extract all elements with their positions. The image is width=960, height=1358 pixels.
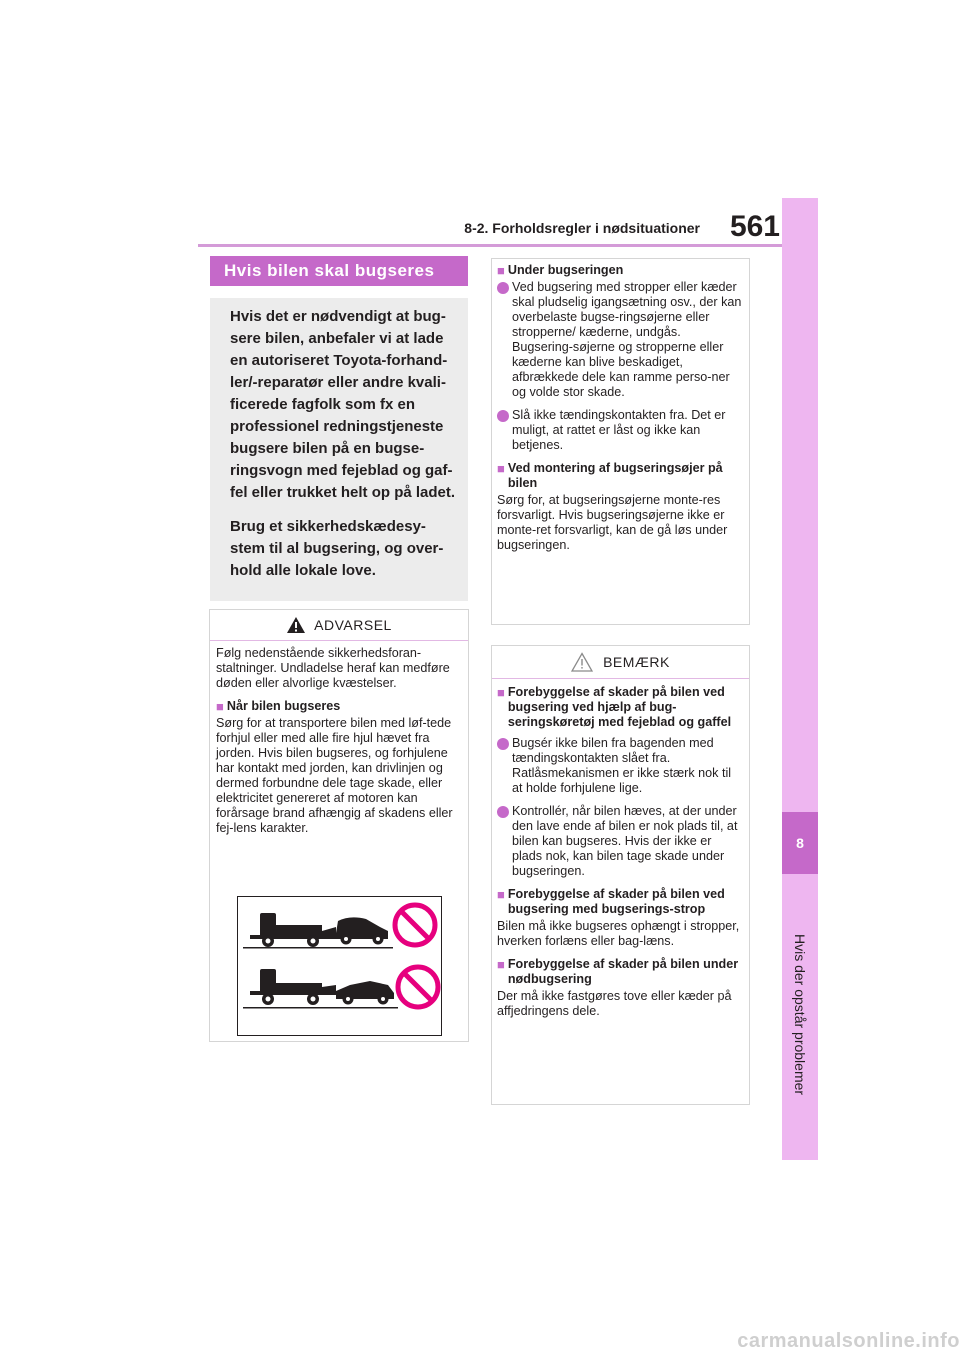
bullet-dot-icon — [497, 738, 509, 750]
section-text: Sørg for, at bugseringsøjerne monte-res forsvarligt. Hvis bugseringsøjerne ikke er monte-ret forsvarligt, kan de gå løs under bugseringen. — [497, 493, 728, 552]
notice-section-heading-text: Forebyggelse af skader på bilen ved bugsering ved hjælp af bug-seringskøretøj med fejeblad og gaffel — [507, 685, 732, 729]
notice-body — [492, 679, 749, 1019]
header-rule — [198, 244, 782, 247]
warning-intro: Følg nedenstående sikkerhedsforan-staltninger. Undladelse heraf kan medføre døden eller alvorlige kvæstelser. — [216, 646, 450, 690]
chapter-number: 8 — [782, 812, 818, 874]
bullet-dot-icon — [497, 282, 509, 294]
warning-triangle-icon — [286, 616, 306, 634]
list-item-text: Ved bugsering med stropper eller kæder skal pludselig igangsætning osv., der kan overbelaste bugse-ringsøjerne eller stropperne/ kæderne, undgås. Bugsering-søjerne og stropperne eller kæderne kan blive beskadiget, afbrækkede dele kan ramme perso-ner og volde stor skade. — [512, 280, 742, 399]
list-item-text: Slå ikke tændingskontakten fra. Det er muligt, at rattet er låst og ikke kan betjenes. — [512, 408, 726, 452]
notice-section-heading — [497, 685, 743, 730]
notice-header — [492, 646, 749, 679]
notice-section-heading — [497, 887, 743, 917]
bullet-dot-icon — [497, 806, 509, 818]
page-number: 561 — [729, 210, 780, 243]
notice-section-text: Der må ikke fastgøres tove eller kæder på affjedringens dele. — [497, 989, 732, 1018]
square-bullet-icon: ■ — [497, 685, 505, 700]
square-bullet-icon: ■ — [497, 263, 505, 278]
watermark: carmanualsonline.info — [737, 1330, 960, 1352]
square-bullet-icon: ■ — [497, 887, 505, 902]
list-item-text: Bugsér ikke bilen fra bagenden med tændingskontakten slået fra. Ratlåsmekanismen er ikke stærk nok til at holde forhjulene lige. — [512, 736, 732, 795]
list-item — [497, 280, 743, 400]
section-heading-towing-eyelet — [497, 461, 743, 491]
notice-section-text: Bilen må ikke bugseres ophængt i stropper, hverken forlæns eller bag-læns. — [497, 919, 740, 948]
towing-info-box — [491, 258, 750, 625]
section-heading-under-towing — [497, 263, 743, 278]
notice-section-heading-text: Forebyggelse af skader på bilen under nødbugsering — [507, 957, 739, 986]
square-bullet-icon: ■ — [216, 699, 224, 714]
warning-section-text: Sørg for at transportere bilen med løf-tede forhjul eller med alle fire hjul hævet fra jorden. Hvis bilen bugseres, og forhjulene har kontakt med jorden, kan drivlinjen og dermed forbundne dele tage skade, eller elektricitet genereret af motoren kan forårsage brand afhængig af skadens eller fej-lens karakter. — [216, 716, 453, 835]
section-heading-text: Under bugseringen — [507, 263, 624, 277]
warning-section-heading — [216, 699, 462, 714]
section-heading-text: Ved montering af bugseringsøjer på bilen — [507, 461, 723, 490]
list-item — [497, 408, 743, 453]
warning-box — [209, 609, 469, 1042]
warning-body — [210, 641, 468, 836]
warning-header — [210, 610, 468, 641]
list-item — [497, 736, 743, 796]
notice-section-heading-text: Forebyggelse af skader på bilen ved bugsering med bugserings-strop — [507, 887, 725, 916]
caution-triangle-icon — [571, 652, 593, 672]
chapter-label-text: Hvis der opstår problemer — [792, 934, 808, 1096]
towing-illustration — [237, 896, 442, 1036]
notice-box — [491, 645, 750, 1105]
square-bullet-icon: ■ — [497, 461, 505, 476]
bullet-dot-icon — [497, 410, 509, 422]
intro-paragraph-2: Brug et sikkerhedskædesy-stem til al bugsering, og over-hold alle lokale love. — [230, 518, 444, 579]
intro-paragraph-1: Hvis det er nødvendigt at bug-sere bilen, anbefaler vi at lade en autoriseret Toyota-forhand-ler/-reparatør eller andre kvali-ficerede fagfolk som fx en professionel redningstjeneste bugsere bilen på en bugse-ringsvogn med fejeblad og gaf-fel eller trukket helt op på ladet. — [230, 308, 456, 501]
towing-info-body — [492, 259, 749, 553]
square-bullet-icon: ■ — [497, 957, 505, 972]
list-item-text: Kontrollér, når bilen hæves, at der under den lave ende af bilen er nok plads til, at bilen kan bugseres. Hvis der ikke er plads nok, kan bilen tage skade under bugseringen. — [512, 804, 738, 878]
warning-section-heading-text: Når bilen bugseres — [226, 699, 341, 713]
notice-heading: BEMÆRK — [603, 654, 670, 670]
chapter-label — [782, 880, 818, 1150]
intro-box — [210, 298, 468, 601]
section-title: 8-2. Forholdsregler i nødsituationer — [464, 220, 700, 236]
warning-heading: ADVARSEL — [314, 617, 392, 633]
notice-section-heading — [497, 957, 743, 987]
main-title: Hvis bilen skal bugseres — [210, 256, 468, 286]
tow-truck-prohibited-icon — [238, 897, 441, 1035]
list-item — [497, 804, 743, 879]
